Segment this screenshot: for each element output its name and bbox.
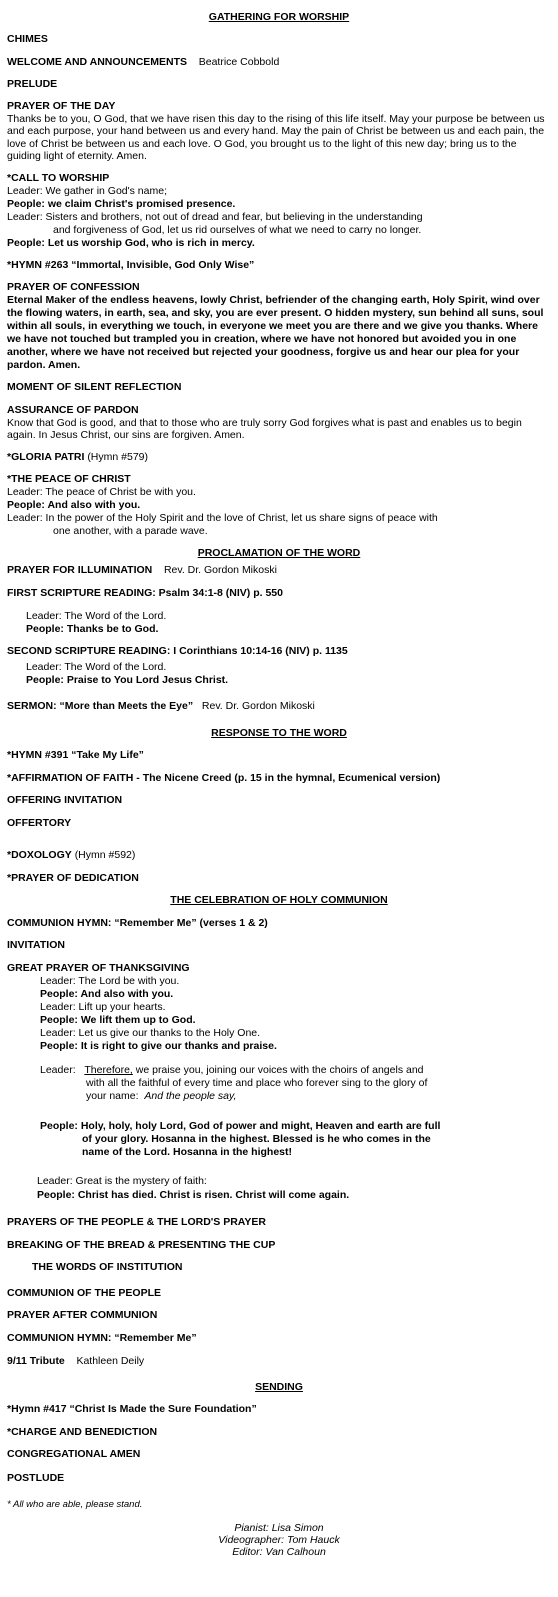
section-heading-proclamation: PROCLAMATION OF THE WORD: [197, 547, 361, 559]
thanks-leader-1: Leader: The Lord be with you.: [40, 975, 180, 987]
offertory: OFFERTORY: [7, 817, 72, 829]
tribute-person: Kathleen Deily: [76, 1355, 145, 1367]
call-people-2: People: Let us worship God, who is rich in mercy.: [7, 237, 255, 249]
sermon-label: SERMON: “More than Meets the Eye”: [7, 700, 194, 712]
welcome-line: [7, 56, 279, 69]
call-title: *CALL TO WORSHIP: [7, 172, 110, 184]
affirmation: *AFFIRMATION OF FAITH - The Nicene Creed (p. 15 in the hymnal, Ecumenical version): [7, 772, 441, 784]
prayers-of-the-people: PRAYERS OF THE PEOPLE & THE LORD'S PRAYER: [7, 1216, 267, 1228]
illumination-person: Rev. Dr. Gordon Mikoski: [163, 564, 277, 576]
call-leader-2: Leader: Sisters and brothers, not out of dread and fear, but believing in the understanding: [7, 211, 423, 223]
confession-text: Eternal Maker of the endless heavens, lowly Christ, befriender of the changing earth, Holy Spirit, wind over the flowing waters, in earth, sea, and sky, you are ever present. O hidden mystery, sun behind all suns, soul within all souls, in everything we touch, in everyone we meet you are there and we give you thanks. Where we have not touched but trampled you in creation, where we have not honored but avoided you in one another, where we have not received but rejected your goodness, forgive us and hear our plea for your pardon. Amen.: [7, 294, 544, 371]
thanks-leader-4-line2: with all the faithful of every time and place who forever sing to the glory of: [86, 1077, 428, 1089]
communion-hymn-1: COMMUNION HYMN: “Remember Me” (verses 1 & 2): [7, 917, 268, 929]
thanks-people-5: People: Christ has died. Christ is risen. Christ will come again.: [37, 1189, 350, 1201]
thanksgiving-title: GREAT PRAYER OF THANKSGIVING: [7, 962, 190, 974]
thanks-leader-3: Leader: Let us give our thanks to the Holy One.: [40, 1027, 261, 1039]
gloria-line: [7, 451, 148, 464]
gloria-ref: (Hymn #579): [87, 451, 149, 463]
call-leader-2-cont: and forgiveness of God, let us rid ourselves of what we need to carry no longer.: [53, 224, 422, 236]
prayer-day-text: Thanks be to you, O God, that we have risen this day to the rising of this life itself. May your purpose be between us and each purpose, your hand between us and every hand. May the pain of Christ be between us and each pain, the love of Christ be between us and each love. O God, you brought us to the light of this new day; bring us to the guiding light of eternity. Amen.: [7, 113, 545, 163]
prayer-after-communion: PRAYER AFTER COMMUNION: [7, 1309, 158, 1321]
prayer-dedication: *PRAYER OF DEDICATION: [7, 872, 139, 884]
thanks-people-4-line2: of your glory. Hosanna in the highest. Blessed is he who comes in the: [82, 1133, 431, 1145]
thanks-people-3: People: It is right to give our thanks and praise.: [40, 1040, 277, 1052]
sermon-line: [7, 700, 315, 713]
breaking-of-bread: BREAKING OF THE BREAD & PRESENTING THE CUP: [7, 1239, 276, 1251]
thanks-people-4-line1: People: Holy, holy, holy Lord, God of power and might, Heaven and earth are full: [40, 1120, 441, 1132]
first-reading-people: People: Thanks be to God.: [26, 623, 159, 635]
peace-leader-2: Leader: In the power of the Holy Spirit and the love of Christ, let us share signs of peace with: [7, 512, 438, 524]
thanks-leader-2: Leader: Lift up your hearts.: [40, 1001, 166, 1013]
thanks-leader-5: Leader: Great is the mystery of faith:: [37, 1175, 207, 1187]
hymn-417: *Hymn #417 “Christ Is Made the Sure Foundation”: [7, 1403, 257, 1415]
thanks-leader-4-therefore: Therefore,: [84, 1064, 133, 1076]
hymn-263: *HYMN #263 “Immortal, Invisible, God Only Wise”: [7, 259, 255, 271]
doxology-line: [7, 849, 135, 862]
prayer-day-title: PRAYER OF THE DAY: [7, 100, 116, 112]
thanks-leader-4-yourname: your name:: [86, 1090, 139, 1102]
section-heading-gathering: GATHERING FOR WORSHIP: [208, 11, 350, 23]
pardon-title: ASSURANCE OF PARDON: [7, 404, 139, 416]
peace-title: *THE PEACE OF CHRIST: [7, 473, 131, 485]
gloria-label: *GLORIA PATRI: [7, 451, 85, 463]
doxology-label: *DOXOLOGY: [7, 849, 72, 861]
call-leader-1: Leader: We gather in God's name;: [7, 185, 167, 197]
first-reading-leader: Leader: The Word of the Lord.: [26, 610, 167, 622]
welcome-label: WELCOME AND ANNOUNCEMENTS: [7, 56, 188, 68]
confession-title: PRAYER OF CONFESSION: [7, 281, 140, 293]
silent-reflection: MOMENT OF SILENT REFLECTION: [7, 381, 182, 393]
thanks-people-2: People: We lift them up to God.: [40, 1014, 196, 1026]
second-reading-title: SECOND SCRIPTURE READING: I Corinthians 10:14-16 (NIV) p. 1135: [7, 645, 348, 657]
section-heading-sending: SENDING: [255, 1381, 303, 1393]
credit-videographer: Videographer: Tom Hauck: [218, 1534, 340, 1546]
invitation: INVITATION: [7, 939, 65, 951]
pardon-text: Know that God is good, and that to those who are truly sorry God forgives what is past and enables us to begin again. In Jesus Christ, our sins are forgiven. Amen.: [7, 417, 522, 442]
tribute-line: [7, 1355, 144, 1368]
credit-pianist: Pianist: Lisa Simon: [234, 1522, 324, 1534]
peace-leader-1: Leader: The peace of Christ be with you.: [7, 486, 196, 498]
prelude-label: PRELUDE: [7, 78, 58, 90]
call-people-1: People: we claim Christ's promised presence.: [7, 198, 236, 210]
thanks-leader-4-people-say: And the people say,: [144, 1090, 237, 1102]
thanks-people-4-line3: name of the Lord. Hosanna in the highest!: [82, 1146, 293, 1158]
chimes-label: CHIMES: [7, 33, 48, 45]
postlude: POSTLUDE: [7, 1472, 65, 1484]
illumination-line: [7, 564, 277, 577]
tribute-label: 9/11 Tribute: [7, 1355, 65, 1367]
credit-editor: Editor: Van Calhoun: [232, 1546, 326, 1558]
sermon-person: Rev. Dr. Gordon Mikoski: [201, 700, 315, 712]
communion-of-people: COMMUNION OF THE PEOPLE: [7, 1287, 162, 1299]
thanks-people-1: People: And also with you.: [40, 988, 174, 1000]
illumination-label: PRAYER FOR ILLUMINATION: [7, 564, 153, 576]
thanks-leader-4: [40, 1064, 424, 1077]
doxology-ref: (Hymn #592): [74, 849, 136, 861]
thanks-leader-4-line3: [86, 1090, 236, 1103]
second-reading-people: People: Praise to You Lord Jesus Christ.: [26, 674, 229, 686]
thanks-leader-4-rest: we praise you, joining our voices with the choirs of angels and: [132, 1064, 424, 1076]
second-reading-leader: Leader: The Word of the Lord.: [26, 661, 167, 673]
thanks-leader-4-prefix: Leader:: [40, 1064, 76, 1076]
charge-and-benediction: *CHARGE AND BENEDICTION: [7, 1426, 158, 1438]
standing-note: * All who are able, please stand.: [7, 1499, 143, 1510]
congregational-amen: CONGREGATIONAL AMEN: [7, 1448, 141, 1460]
words-of-institution: THE WORDS OF INSTITUTION: [32, 1261, 183, 1273]
section-heading-communion: THE CELEBRATION OF HOLY COMMUNION: [170, 894, 388, 906]
communion-hymn-2: COMMUNION HYMN: “Remember Me”: [7, 1332, 197, 1344]
peace-leader-2-cont: one another, with a parade wave.: [53, 525, 208, 537]
first-reading-title: FIRST SCRIPTURE READING: Psalm 34:1-8 (NIV) p. 550: [7, 587, 283, 599]
welcome-person: Beatrice Cobbold: [198, 56, 280, 68]
hymn-391: *HYMN #391 “Take My Life”: [7, 749, 144, 761]
peace-people-1: People: And also with you.: [7, 499, 141, 511]
offering-invitation: OFFERING INVITATION: [7, 794, 123, 806]
section-heading-response: RESPONSE TO THE WORD: [211, 727, 347, 739]
